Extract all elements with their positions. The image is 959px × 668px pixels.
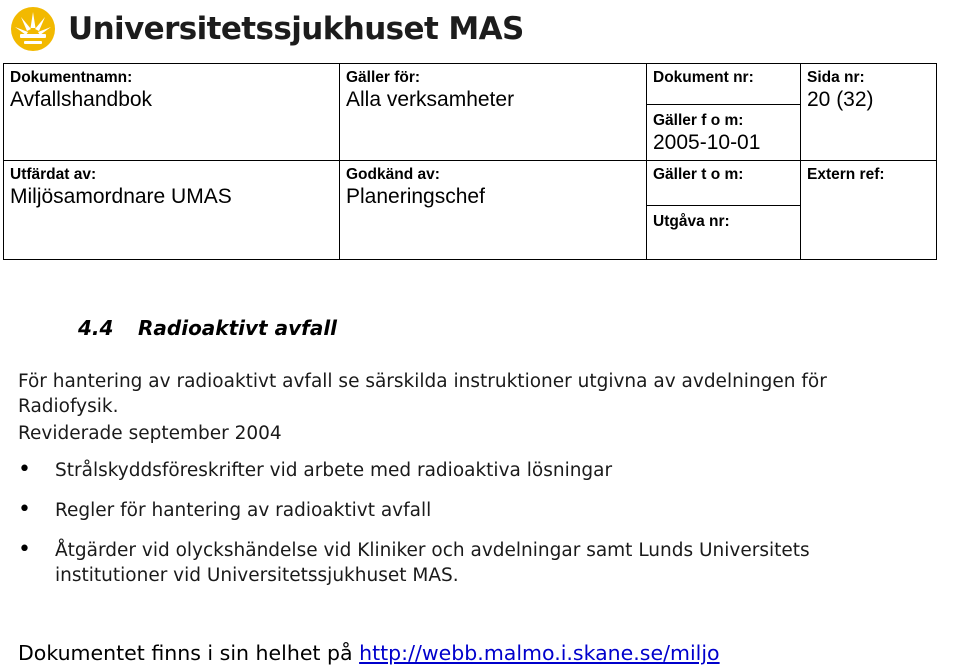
- bullet-dot-icon: •: [18, 497, 31, 522]
- external-ref-cell: [801, 161, 937, 260]
- intro-line-2: Radiofysik.: [18, 396, 119, 417]
- footer-text: Dokumentet finns i sin helhet på: [18, 641, 360, 665]
- approved-by-value: Planeringschef: [346, 185, 485, 208]
- page-label: Sida nr:: [807, 69, 865, 86]
- edition-label: Utgåva nr:: [653, 213, 730, 230]
- document-meta-table: [3, 63, 937, 260]
- section-title: Radioaktivt avfall: [138, 316, 338, 340]
- logo-wordmark: Universitetssjukhuset MAS: [68, 11, 524, 47]
- approved-by-cell: [340, 161, 647, 260]
- document-name-cell: [4, 64, 340, 161]
- bullet-dot-icon: •: [18, 537, 31, 562]
- external-ref-label: Extern ref:: [807, 166, 885, 183]
- issued-by-label: Utfärdat av:: [10, 166, 97, 183]
- list-item-radiation-rules: Strålskyddsföreskrifter vid arbete med radioaktiva lösningar: [55, 460, 613, 481]
- document-name-label: Dokumentnamn:: [10, 69, 133, 86]
- footer-note: [18, 640, 720, 666]
- issued-by-cell: [4, 161, 340, 260]
- revised-date: Reviderade september 2004: [18, 423, 282, 444]
- approved-by-label: Godkänd av:: [346, 166, 440, 183]
- valid-from-label: Gäller f o m:: [653, 112, 744, 129]
- list-item-accident-measures-cont: institutioner vid Universitetssjukhuset MAS.: [55, 565, 459, 586]
- hospital-logo: [10, 6, 524, 52]
- page-cell: [801, 64, 937, 161]
- intro-line-1: För hantering av radioaktivt avfall se särskilda instruktioner utgivna av avdelningen för: [18, 371, 827, 392]
- page-value: 20 (32): [807, 88, 874, 111]
- document-no-cell: [647, 64, 801, 161]
- miljo-link[interactable]: http://webb.malmo.i.skane.se/miljo: [359, 641, 720, 665]
- issued-by-value: Miljösamordnare UMAS: [10, 185, 232, 208]
- valid-to-cell: [647, 161, 801, 260]
- valid-from-value: 2005-10-01: [653, 131, 761, 154]
- applies-to-cell: [340, 64, 647, 161]
- bullet-dot-icon: •: [18, 457, 31, 482]
- applies-to-label: Gäller för:: [346, 69, 421, 86]
- section-number: 4.4: [78, 316, 114, 340]
- applies-to-value: Alla verksamheter: [346, 88, 515, 111]
- sun-logo-icon: [10, 6, 56, 52]
- list-item-waste-rules: Regler för hantering av radioaktivt avfall: [55, 500, 432, 521]
- document-name-value: Avfallshandbok: [10, 88, 153, 111]
- section-heading: [78, 316, 337, 340]
- valid-to-label: Gäller t o m:: [653, 166, 744, 183]
- document-no-label: Dokument nr:: [653, 69, 754, 86]
- list-item-accident-measures: Åtgärder vid olyckshändelse vid Kliniker och avdelningar samt Lunds Universitets: [55, 540, 810, 561]
